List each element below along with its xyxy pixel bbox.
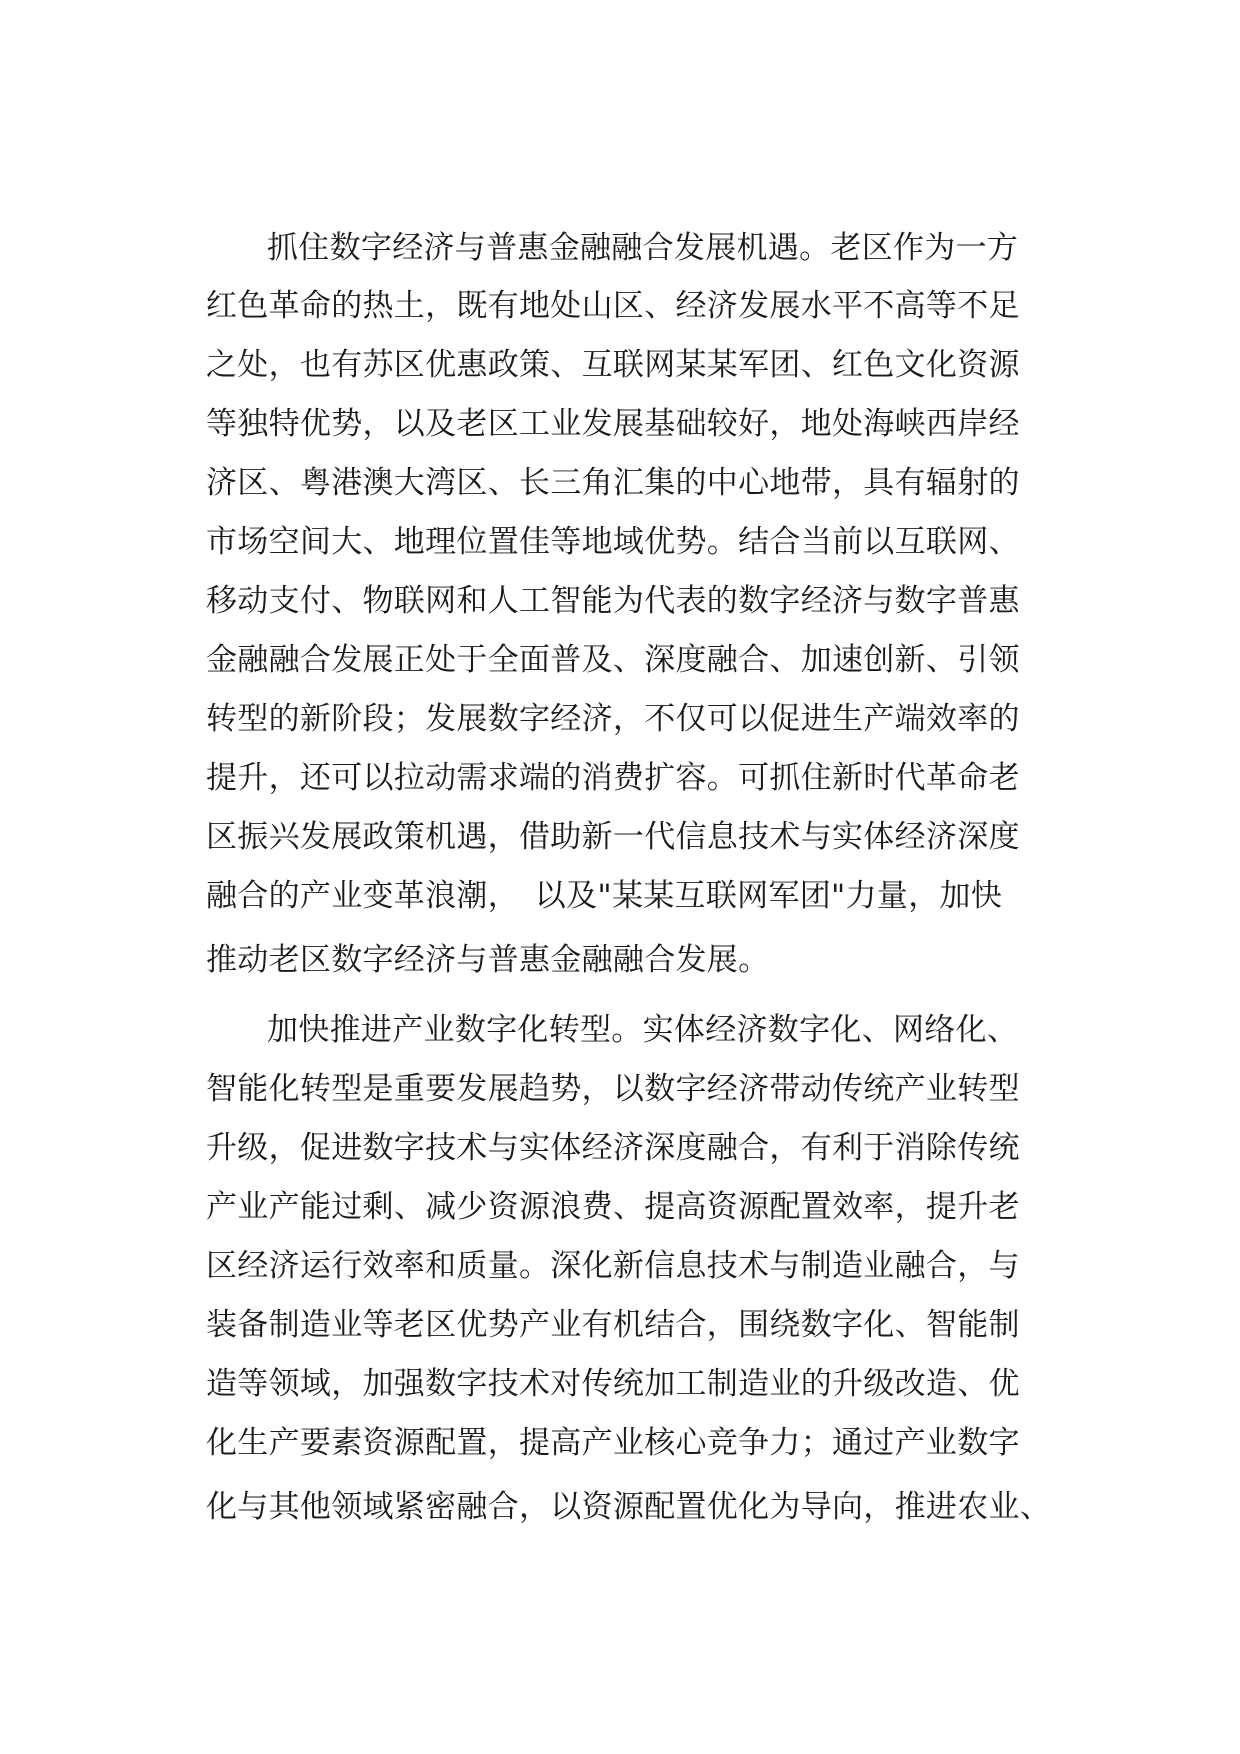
- paragraph-line: 产业产能过剩、减少资源浪费、提高资源配置效率，提升老: [206, 1189, 1020, 1225]
- paragraph-line: 抓住数字经济与普惠金融融合发展机遇。老区作为一方: [267, 230, 1019, 266]
- paragraph-line: 造等领域，加强数字技术对传统加工制造业的升级改造、优: [206, 1366, 1020, 1402]
- paragraph-line: 等独特优势，以及老区工业发展基础较好，地处海峡西岸经: [206, 406, 1020, 442]
- paragraph-line: 提升，还可以拉动需求端的消费扩容。可抓住新时代革命老: [206, 760, 1020, 796]
- paragraph-line: 济区、粤港澳大湾区、长三角汇集的中心地带，具有辐射的: [206, 465, 1020, 501]
- paragraph-line: 加快推进产业数字化转型。实体经济数字化、网络化、: [267, 1012, 1019, 1048]
- paragraph-line: 区振兴发展政策机遇，借助新一代信息技术与实体经济深度: [206, 819, 1020, 855]
- paragraph-line: 融合的产业变革浪潮， 以及"某某互联网军团"力量，加快: [206, 878, 1003, 914]
- paragraph-line: 区经济运行效率和质量。深化新信息技术与制造业融合，与: [206, 1248, 1020, 1284]
- paragraph-line: 推动老区数字经济与普惠金融融合发展。: [206, 942, 770, 978]
- paragraph-line: 之处，也有苏区优惠政策、互联网某某军团、红色文化资源: [206, 347, 1020, 383]
- paragraph-line: 装备制造业等老区优势产业有机结合，围绕数字化、智能制: [206, 1307, 1020, 1343]
- paragraph-line: 化与其他领域紧密融合，以资源配置优化为导向，推进农业、: [206, 1489, 1052, 1525]
- paragraph-line: 红色革命的热土，既有地处山区、经济发展水平不高等不足: [206, 288, 1020, 324]
- paragraph-line: 化生产要素资源配置，提高产业核心竞争力；通过产业数字: [206, 1425, 1020, 1461]
- paragraph-line: 移动支付、物联网和人工智能为代表的数字经济与数字普惠: [206, 583, 1020, 619]
- paragraph-line: 金融融合发展正处于全面普及、深度融合、加速创新、引领: [206, 642, 1020, 678]
- paragraph-line: 市场空间大、地理位置佳等地域优势。结合当前以互联网、: [206, 524, 1020, 560]
- paragraph-line: 升级，促进数字技术与实体经济深度融合，有利于消除传统: [206, 1130, 1020, 1166]
- paragraph-line: 转型的新阶段；发展数字经济，不仅可以促进生产端效率的: [206, 701, 1020, 737]
- paragraph-line: 智能化转型是重要发展趋势，以数字经济带动传统产业转型: [206, 1071, 1020, 1107]
